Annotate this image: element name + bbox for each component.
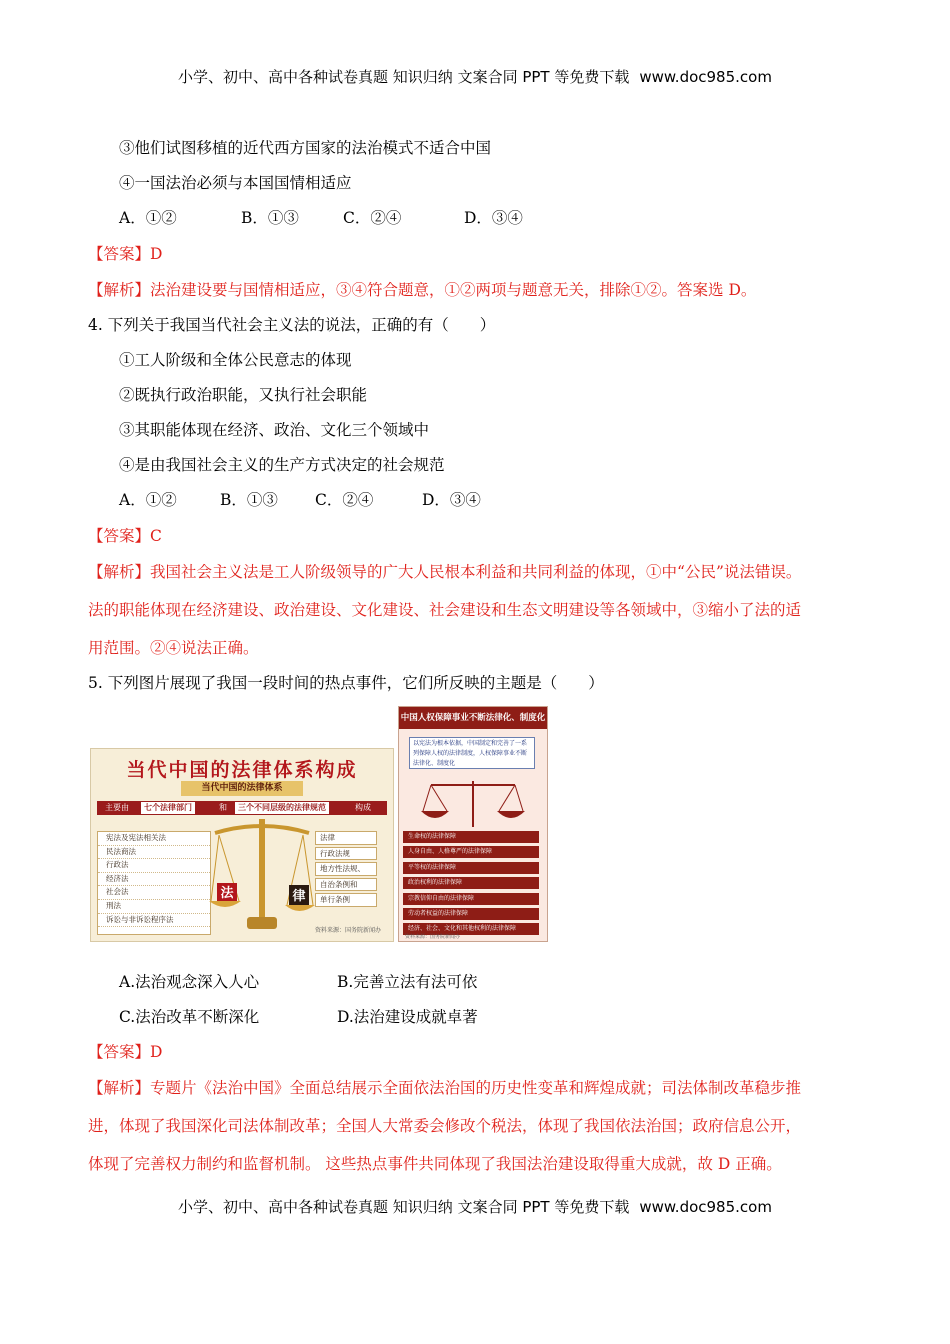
answer-value: C [150, 527, 162, 545]
list-item: 劳动者权益的法律保障 [403, 908, 539, 920]
list-item: 民法商法 [98, 846, 210, 860]
q5-option-c: C.法治改革不断深化 [119, 1008, 260, 1026]
answer-label: 【答案】 [88, 245, 151, 263]
q4-item-4: ④是由我国社会主义的生产方式决定的社会规范 [119, 456, 445, 474]
page-header [0, 66, 950, 87]
q5-analysis-line-3: 体现了完善权力制约和监督机制。 这些热点事件共同体现了我国法治建设取得重大成就，故 D 正确。 [88, 1155, 782, 1173]
answer-label: 【答案】 [88, 1043, 151, 1061]
human-rights-image [398, 706, 548, 942]
image1-title: 当代中国的法律体系构成 [126, 759, 358, 781]
q4-option-c: C．②④ [315, 491, 374, 509]
q3-answer [88, 244, 162, 264]
list-item: 宗教信仰自由的法律保障 [403, 893, 539, 905]
banner-box-1: 七个法律部门 [141, 802, 195, 814]
analysis-text: 法治建设要与国情相适应，③④符合题意，①②两项与题意无关，排除①②。答案选 D。 [150, 281, 757, 299]
list-item: 平等权的法律保障 [403, 862, 539, 874]
q5-option-a: A.法治观念深入人心 [119, 973, 260, 991]
list-item: 法律 [315, 831, 377, 845]
rights-list [403, 831, 539, 939]
q3-option-b: B．①③ [241, 209, 299, 227]
list-item: 自治条例和 [315, 878, 377, 892]
list-item: 生命权的法律保障 [403, 831, 539, 843]
image2-note: 以宪法为根本依据，中国制定和完善了一系列保障人权的法律制度，人权保障事业不断法律化、制度化 [409, 737, 535, 769]
page-footer [0, 1196, 950, 1217]
list-item: 地方性法规、 [315, 862, 377, 876]
list-item: 宪法及宪法相关法 [98, 832, 210, 846]
scale-right-char: 律 [292, 889, 306, 904]
q3-option-c: C．②④ [343, 209, 402, 227]
answer-value: D [150, 1043, 163, 1061]
list-item: 行政法 [98, 859, 210, 873]
q4-answer [88, 526, 162, 546]
q4-option-d: D．③④ [422, 491, 481, 509]
list-item: 刑法 [98, 900, 210, 914]
q5-answer [88, 1042, 162, 1062]
list-item: 诉讼与非诉讼程序法 [98, 914, 210, 928]
list-item: 经济法 [98, 873, 210, 887]
list-item: 经济、社会、文化和其他权利的法律保障 [403, 923, 539, 935]
analysis-label: 【解析】 [88, 281, 151, 299]
law-departments-list [97, 831, 211, 935]
q4-option-a: A．①② [119, 491, 177, 509]
q5-option-b: B.完善立法有法可依 [337, 973, 478, 991]
q4-stem: 4. 下列关于我国当代社会主义法的说法，正确的有（ ） [88, 316, 496, 334]
q4-option-b: B．①③ [220, 491, 278, 509]
list-item: 行政法规 [315, 847, 377, 861]
law-levels-list [315, 831, 377, 911]
list-item: 单行条例 [315, 893, 377, 907]
list-item: 社会法 [98, 886, 210, 900]
analysis-text: 我国社会主义法是工人阶级领导的广大人民根本利益和共同利益的体现，①中“公民”说法错误。 [150, 563, 802, 581]
analysis-label: 【解析】 [88, 1079, 151, 1097]
q3-item-4: ④一国法治必须与本国国情相适应 [119, 174, 352, 192]
legal-system-image [90, 748, 394, 942]
q5-stem: 5. 下列图片展现了我国一段时间的热点事件，它们所反映的主题是（ ） [88, 674, 604, 692]
q4-item-3: ③其职能体现在经济、政治、文化三个领域中 [119, 421, 430, 439]
scales-icon [209, 813, 315, 935]
header-url[interactable]: www.doc985.com [639, 68, 772, 86]
header-text: 小学、初中、高中各种试卷真题 知识归纳 文案合同 PPT 等免费下载 [178, 68, 630, 86]
answer-label: 【答案】 [88, 527, 151, 545]
answer-value: D [150, 245, 163, 263]
banner-and: 和 [219, 803, 227, 812]
q5-analysis-line-2: 进，体现了我国深化司法体制改革；全国人大常委会修改个税法，体现了我国依法治国；政府信息公开， [88, 1117, 802, 1135]
q4-item-1: ①工人阶级和全体公民意志的体现 [119, 351, 352, 369]
list-item: 政治权利的法律保障 [403, 877, 539, 889]
banner-box-2: 三个不同层级的法律规范 [235, 802, 329, 814]
scale-left-char: 法 [220, 886, 234, 901]
q5-analysis-line-1 [88, 1078, 801, 1098]
analysis-text: 专题片《法治中国》全面总结展示全面依法治国的历史性变革和辉煌成就；司法体制改革稳步推 [150, 1079, 802, 1097]
q3-option-d: D．③④ [464, 209, 523, 227]
balance-icon [421, 775, 525, 829]
banner-suffix: 构成 [355, 803, 371, 812]
q5-option-d: D.法治建设成就卓著 [337, 1008, 478, 1026]
q4-analysis-line-1 [88, 562, 801, 582]
footer-text: 小学、初中、高中各种试卷真题 知识归纳 文案合同 PPT 等免费下载 [178, 1198, 630, 1216]
q3-analysis [88, 280, 756, 300]
analysis-label: 【解析】 [88, 563, 151, 581]
list-item: 人身自由、人格尊严的法律保障 [403, 846, 539, 858]
q4-analysis-line-2: 法的职能体现在经济建设、政治建设、文化建设、社会建设和生态文明建设等各领域中，③缩小了法的适 [88, 601, 802, 619]
image2-title: 中国人权保障事业不断法律化、制度化 [399, 707, 547, 729]
q4-analysis-line-3: 用范围。②④说法正确。 [88, 639, 259, 657]
footer-url[interactable]: www.doc985.com [639, 1198, 772, 1216]
image1-subtitle: 当代中国的法律体系 [181, 781, 303, 796]
q3-option-a: A．①② [119, 209, 177, 227]
q3-item-3: ③他们试图移植的近代西方国家的法治模式不适合中国 [119, 139, 492, 157]
banner-prefix: 主要由 [105, 803, 129, 812]
image2-source: 资料来源：国务院新闻办 [405, 934, 461, 940]
q4-item-2: ②既执行政治职能，又执行社会职能 [119, 386, 368, 404]
image1-source: 资料来源：国务院新闻办 [315, 927, 382, 934]
